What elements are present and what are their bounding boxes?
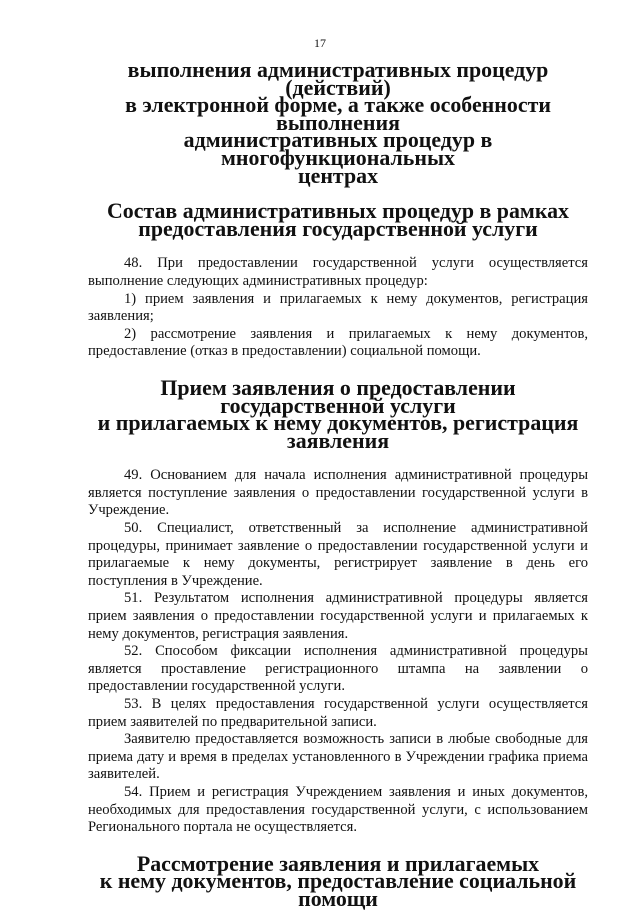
paragraph-49: 49. Основанием для начала исполнения административной процедуры является поступление заявления о предоставлении государственной услуги в Учреждение.: [88, 467, 588, 519]
heading-line: Прием заявления о предоставлении государственной услуги: [160, 374, 516, 418]
paragraph-50: 50. Специалист, ответственный за исполнение административной процедуры, принимает заявление о предоставлении государственной услуги и прилагаемые к нему документы, регистрирует заявление в день его поступления в Учреждение.: [88, 520, 588, 589]
heading-line: выполнения административных процедур (действий): [127, 57, 549, 100]
procedure-list-item-2: 2) рассмотрение заявления и прилагаемых к нему документов, предоставление (отказ в предоставлении) социальной помощи.: [88, 325, 588, 360]
heading-line: Состав административных процедур в рамках: [106, 198, 570, 224]
paragraph-51: 51. Результатом исполнения административной процедуры является прием заявления о предоставлении государственной услуги и прилагаемых к нему документов, регистрация заявления.: [88, 590, 588, 642]
paragraph-53: 53. В целях предоставления государственной услуги осуществляется прием заявителей по предварительной записи.: [88, 696, 588, 730]
page-number: 17: [314, 36, 326, 50]
section-heading-electronic-procedures: [88, 57, 588, 188]
paragraph-52: 52. Способом фиксации исполнения административной процедуры является проставление регистрационного штампа на заявлении о предоставлении государственной услуги.: [88, 643, 588, 695]
heading-line: центрах: [297, 162, 379, 188]
procedure-list-item-1: 1) прием заявления и прилагаемых к нему документов, регистрация заявления;: [88, 290, 588, 325]
section-heading-composition: [88, 198, 588, 241]
heading-line: административных процедур в многофункциональных: [183, 127, 493, 170]
section-heading-reception: [88, 374, 588, 453]
document-body: [88, 57, 588, 911]
section-heading-review: [88, 850, 588, 911]
paragraph-53-continued: Заявителю предоставляется возможность записи в любые свободные для приема дату и время в пределах установленного в Учреждении графика приема заявителей.: [88, 731, 588, 783]
heading-line: предоставления государственной услуги: [138, 215, 538, 241]
heading-line: в электронной форме, а также особенности выполнения: [125, 92, 551, 135]
paragraph-48: 48. При предоставлении государственной услуги осуществляется выполнение следующих административных процедур:: [88, 255, 588, 289]
heading-line: и прилагаемых к нему документов, регистрация заявления: [97, 410, 579, 453]
heading-line: Рассмотрение заявления и прилагаемых: [136, 850, 540, 876]
paragraph-54: 54. Прием и регистрация Учреждением заявления и иных документов, необходимых для предоставления государственной услуги, с использованием Регионального портала не осуществляется.: [88, 783, 588, 836]
heading-line: к нему документов, предоставление социальной помощи: [99, 868, 577, 911]
